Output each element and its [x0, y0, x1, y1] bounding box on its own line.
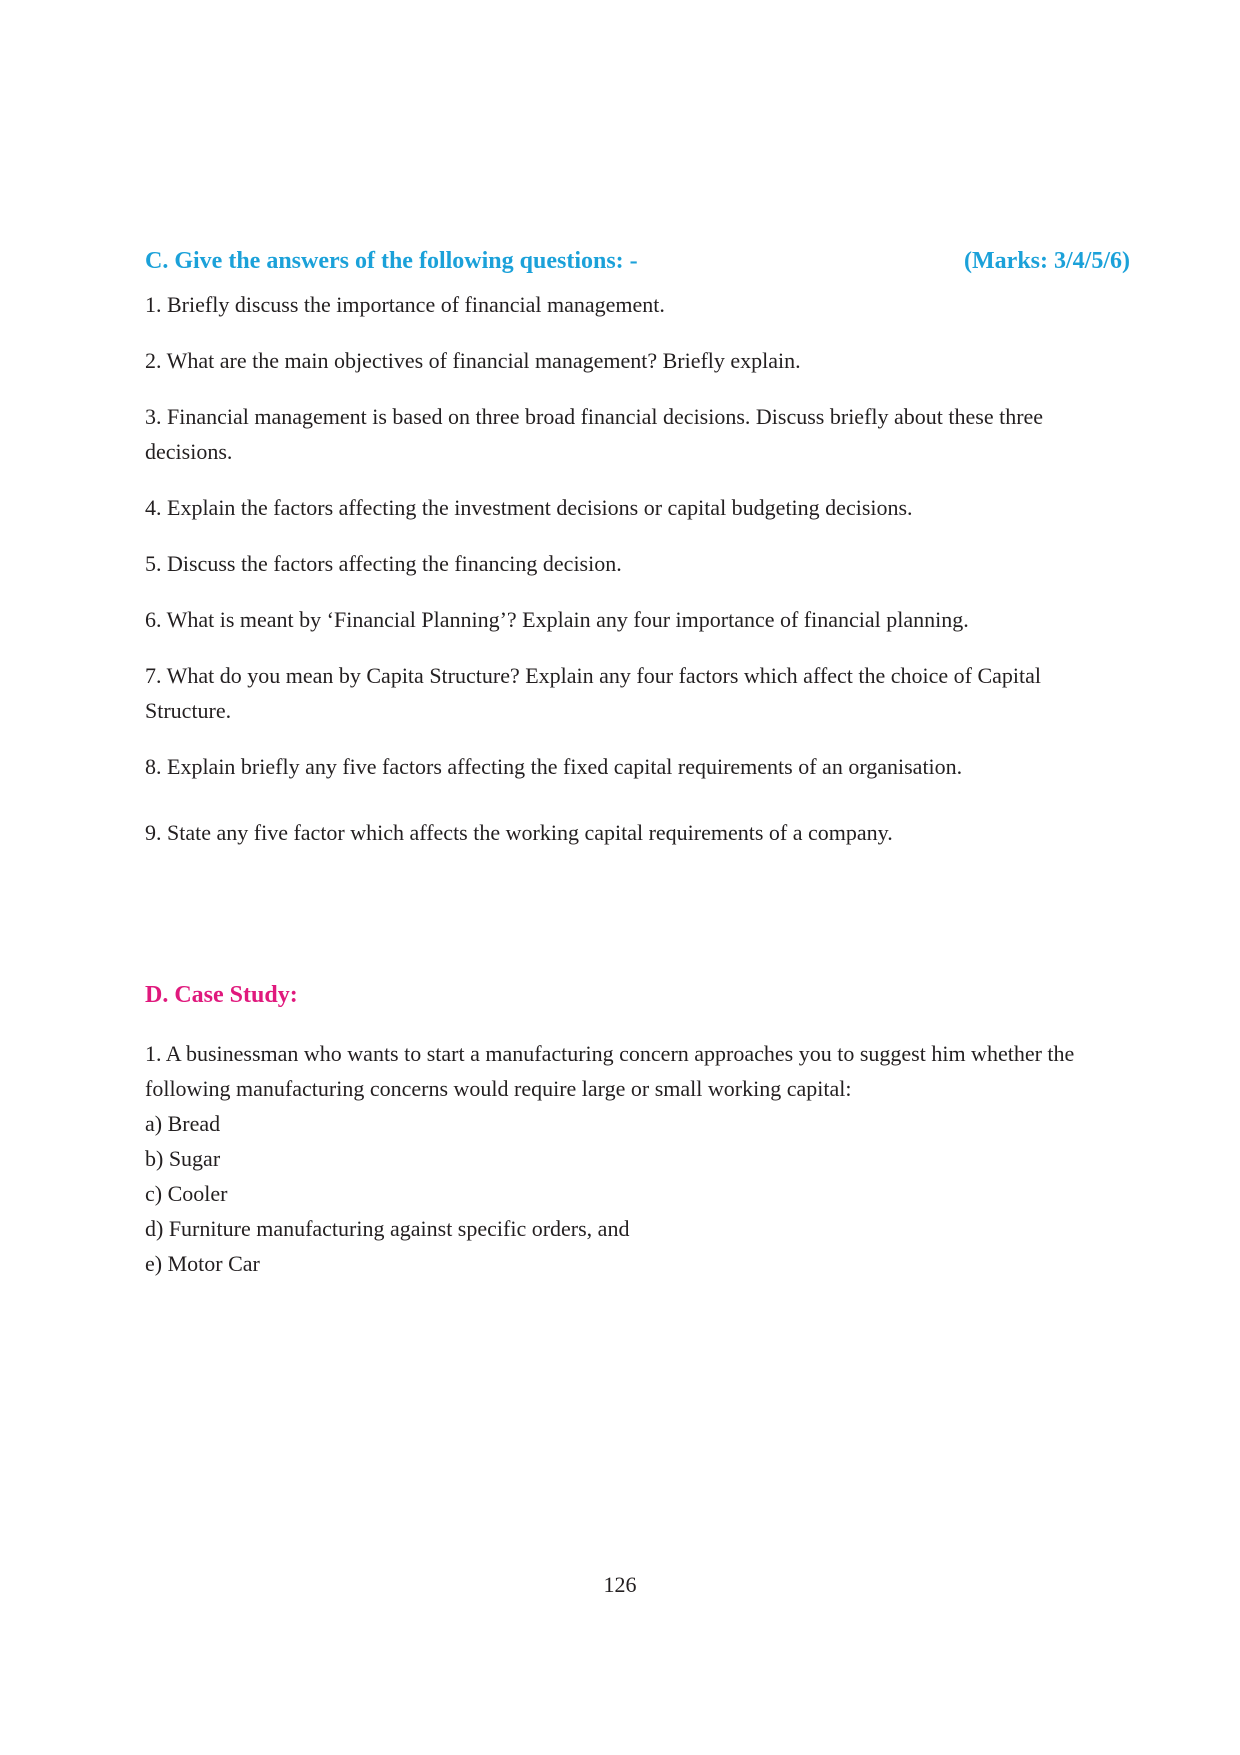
case-option-a: a) Bread [145, 1111, 221, 1136]
question-6: 6. What is meant by ‘Financial Planning’? Explain any four importance of financial planning. [145, 607, 969, 632]
question-4: 4. Explain the factors affecting the investment decisions or capital budgeting decisions. [145, 495, 913, 520]
question-8: 8. Explain briefly any five factors affecting the fixed capital requirements of an organisation. [145, 754, 963, 779]
question-9: 9. State any five factor which affects the working capital requirements of a company. [145, 820, 893, 845]
section-d-title: D. Case Study: [145, 982, 298, 1008]
section-c-title: C. Give the answers of the following questions: - [145, 248, 638, 274]
section-d-heading [145, 980, 1130, 1010]
document-page [145, 0, 1130, 1755]
case-option-e: e) Motor Car [145, 1251, 260, 1276]
section-c-heading [145, 246, 1130, 276]
question-7: 7. What do you mean by Capita Structure? Explain any four factors which affect the choice of Capital Structure. [145, 663, 1041, 723]
case-study-text: 1. A businessman who wants to start a manufacturing concern approaches you to suggest him whether the following manufacturing concerns would require large or small working capital: [145, 1041, 1075, 1101]
question-2: 2. What are the main objectives of financial management? Briefly explain. [145, 348, 801, 373]
section-c-marks: (Marks: 3/4/5/6) [964, 248, 1130, 274]
question-5: 5. Discuss the factors affecting the financing decision. [145, 551, 622, 576]
question-1: 1. Briefly discuss the importance of financial management. [145, 292, 665, 317]
case-option-c: c) Cooler [145, 1181, 228, 1206]
case-option-b: b) Sugar [145, 1146, 221, 1171]
page-number: 126 [603, 1572, 637, 1597]
case-option-d: d) Furniture manufacturing against specific orders, and [145, 1216, 630, 1241]
question-3: 3. Financial management is based on three broad financial decisions. Discuss briefly about these three decisions. [145, 404, 1044, 464]
case-study-block [145, 1036, 1130, 1281]
